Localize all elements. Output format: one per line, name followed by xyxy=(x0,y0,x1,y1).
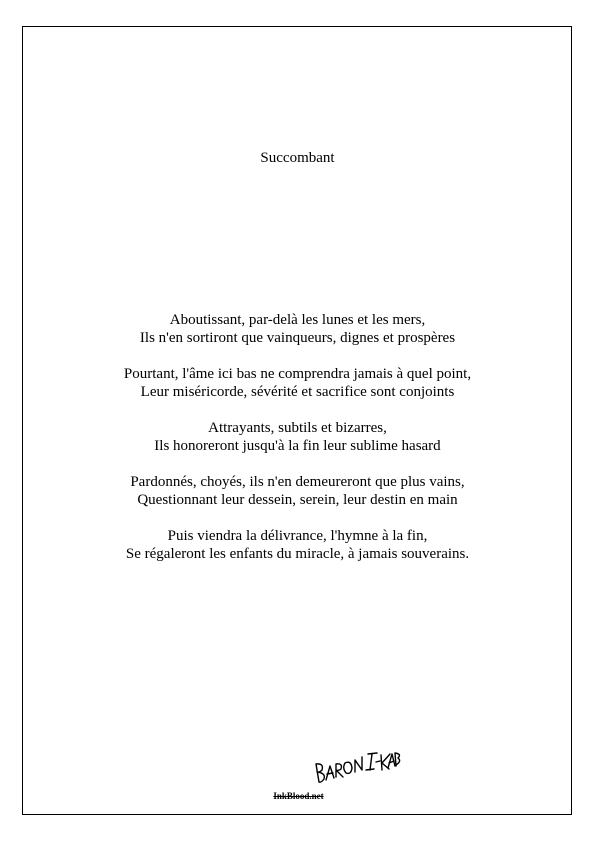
stanza-3 xyxy=(0,419,595,455)
poem-line: Attrayants, subtils et bizarres, xyxy=(208,420,387,436)
poem-line: Questionnant leur dessein, serein, leur destin en main xyxy=(137,492,458,508)
stanza-2 xyxy=(0,365,595,401)
site-link-text: InkBlood.net xyxy=(273,791,324,801)
poem-line: Pourtant, l'âme ici bas ne comprendra jamais à quel point, xyxy=(123,366,472,382)
poem-line: Pardonnés, choyés, ils n'en demeureront que plus vains, xyxy=(130,474,465,490)
poem-line: Leur miséricorde, sévérité et sacrifice sont conjoints xyxy=(140,384,455,400)
handwritten-signature xyxy=(312,748,402,788)
poem-line: Ils n'en sortiront que vainqueurs, dignes et prospères xyxy=(139,330,456,346)
stanza-5 xyxy=(0,527,595,563)
stanza-1 xyxy=(0,311,595,347)
poem-line: Se régaleront les enfants du miracle, à jamais souverains. xyxy=(125,546,470,562)
poem-body xyxy=(0,311,595,581)
poem-line: Ils honoreront jusqu'à la fin leur sublime hasard xyxy=(154,438,441,454)
poem-line: Aboutissant, par-delà les lunes et les mers, xyxy=(169,312,426,328)
poem-title: Succombant xyxy=(260,150,335,166)
poem-line: Puis viendra la délivrance, l'hymne à la fin, xyxy=(167,528,428,544)
stanza-4 xyxy=(0,473,595,509)
site-credit xyxy=(0,791,595,801)
